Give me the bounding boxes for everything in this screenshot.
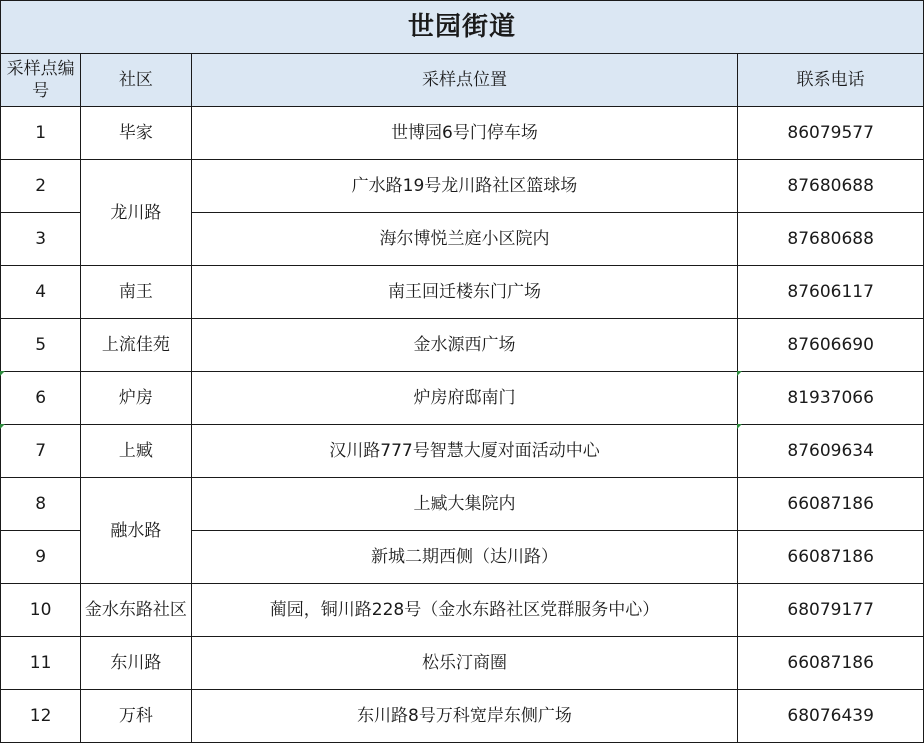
cell-index: 8 [1,478,81,531]
cell-community: 毕家 [81,107,191,160]
cell-index: 12 [1,690,81,743]
cell-location: 蔺园，铜川路228号（金水东路社区党群服务中心） [191,584,738,637]
header-phone: 联系电话 [738,54,924,107]
cell-community: 南王 [81,266,191,319]
cell-location: 新城二期西侧（达川路） [191,531,738,584]
cell-phone: 87606117 [738,266,924,319]
cell-location: 上臧大集院内 [191,478,738,531]
cell-phone: 87680688 [738,213,924,266]
cell-index: 11 [1,637,81,690]
table-row [1,637,924,690]
cell-index: 1 [1,107,81,160]
cell-community: 上臧 [81,425,191,478]
cell-location: 世博园6号门停车场 [191,107,738,160]
table-row [1,690,924,743]
table-row [1,425,924,478]
header-row [1,54,924,107]
cell-location: 东川路8号万科宽岸东侧广场 [191,690,738,743]
table-row [1,372,924,425]
cell-phone: 68076439 [738,690,924,743]
table-row [1,160,924,213]
cell-index: 6 [1,372,81,425]
cell-location: 海尔博悦兰庭小区院内 [191,213,738,266]
header-location: 采样点位置 [191,54,738,107]
cell-phone: 81937066 [738,372,924,425]
table-row [1,107,924,160]
cell-community: 炉房 [81,372,191,425]
table-row [1,478,924,531]
header-community: 社区 [81,54,191,107]
cell-index: 7 [1,425,81,478]
cell-location: 广水路19号龙川路社区篮球场 [191,160,738,213]
cell-phone: 86079577 [738,107,924,160]
cell-location: 炉房府邸南门 [191,372,738,425]
cell-location: 南王回迁楼东门广场 [191,266,738,319]
cell-location: 汉川路777号智慧大厦对面活动中心 [191,425,738,478]
cell-index: 2 [1,160,81,213]
header-index: 采样点编号 [1,54,81,107]
table-row [1,266,924,319]
cell-community: 金水东路社区 [81,584,191,637]
table-row [1,319,924,372]
cell-phone: 66087186 [738,637,924,690]
cell-phone: 87609634 [738,425,924,478]
table-row [1,584,924,637]
cell-index: 4 [1,266,81,319]
cell-community: 万科 [81,690,191,743]
cell-community: 融水路 [81,478,191,584]
cell-index: 3 [1,213,81,266]
table-title: 世园街道 [1,1,924,54]
cell-community: 龙川路 [81,160,191,266]
cell-index: 10 [1,584,81,637]
cell-location: 金水源西广场 [191,319,738,372]
cell-index: 9 [1,531,81,584]
cell-community: 东川路 [81,637,191,690]
cell-phone: 87680688 [738,160,924,213]
cell-phone: 68079177 [738,584,924,637]
cell-phone: 66087186 [738,531,924,584]
cell-phone: 66087186 [738,478,924,531]
cell-index: 5 [1,319,81,372]
cell-phone: 87606690 [738,319,924,372]
cell-community: 上流佳苑 [81,319,191,372]
cell-location: 松乐汀商圈 [191,637,738,690]
